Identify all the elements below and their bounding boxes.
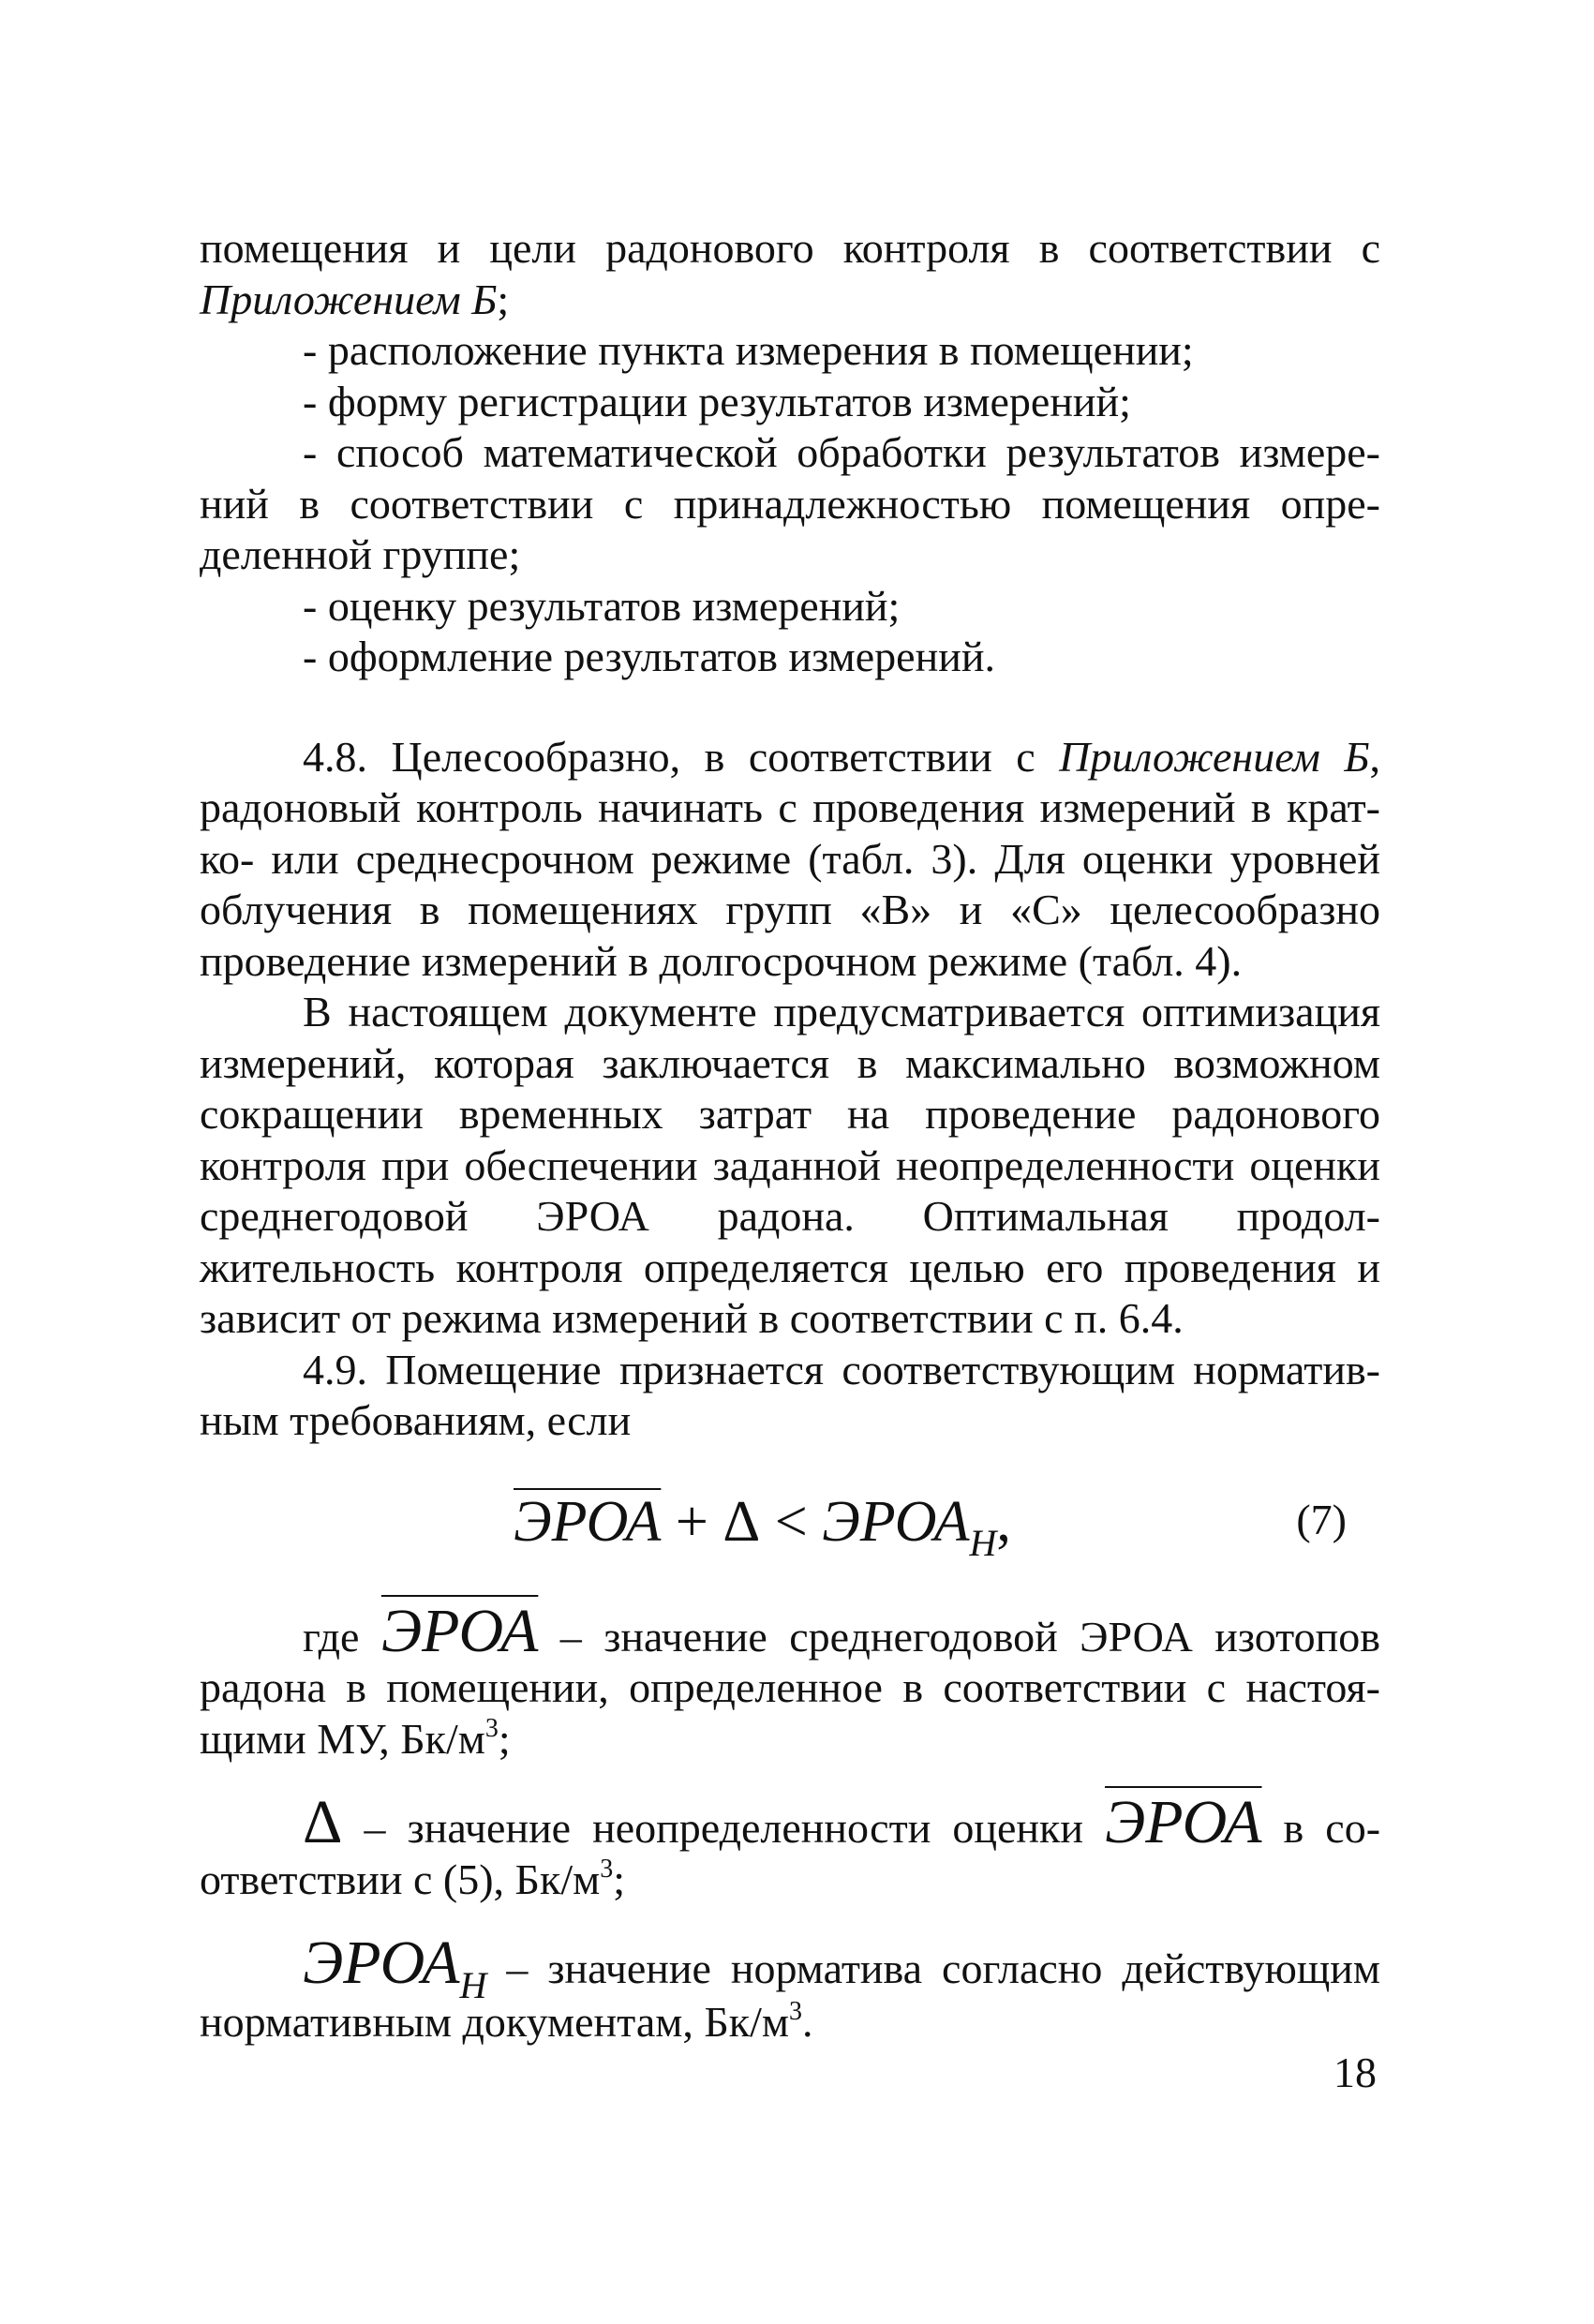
definition-norm-symbol: ЭРОА — [303, 1929, 460, 1997]
list-item: - расположение пункта измерения в помещении; — [303, 326, 1194, 374]
definition-eroa-end: ; — [498, 1714, 511, 1763]
formula-norm-subscript: Н — [969, 1521, 997, 1564]
definition-norm-superscript: 3 — [789, 1996, 802, 2026]
appendix-reference: Приложением Б — [1059, 732, 1370, 781]
definition-eroa — [200, 1596, 1381, 1772]
list-item: - оформление результатов измерений. — [303, 633, 995, 680]
intro-text: помещения и цели радонового контроля в соответствии с — [200, 224, 1380, 272]
paragraph-gap — [200, 683, 1380, 732]
definition-delta-text-2: в со-ответствии с (5), Бк/м — [200, 1804, 1381, 1903]
definition-delta-text: – значение неопределенности оценки — [364, 1804, 1083, 1852]
formula-delta: Δ — [723, 1489, 761, 1554]
definition-delta-superscript: 3 — [600, 1854, 614, 1884]
formula-plus: + — [675, 1489, 708, 1554]
document-page — [200, 223, 1380, 2054]
appendix-reference: Приложением Б — [200, 275, 498, 323]
intro-end: ; — [497, 275, 510, 323]
formula-less-than: < — [774, 1489, 808, 1554]
list-item: - форму регистрации результатов измерений; — [303, 377, 1131, 425]
list-item: - оценку результатов измерений; — [303, 581, 901, 630]
section-4-8-paragraph — [200, 732, 1380, 988]
definition-eroa-text: – значение среднегодовой ЭРОА изотопов радона в помещении, определенное в соответствии с настоя-щими МУ, Бк/м — [200, 1612, 1381, 1763]
section-4-8-lead: 4.8. Целесообразно, в соответствии с — [303, 732, 1035, 781]
definition-eroa-superscript: 3 — [484, 1713, 499, 1743]
formula-eroa-norm: ЭРОА — [822, 1489, 970, 1554]
definition-delta-end: ; — [613, 1855, 625, 1903]
formula-expression — [514, 1486, 1011, 1564]
definition-delta-symbol: Δ — [303, 1788, 343, 1856]
definition-norm-end: . — [802, 1997, 813, 2046]
formula-7 — [200, 1473, 1380, 1574]
definition-delta-eroa-symbol: ЭРОА — [1105, 1788, 1262, 1856]
intro-paragraph — [200, 223, 1380, 325]
formula-comma: , — [996, 1489, 1011, 1554]
definition-delta — [200, 1788, 1381, 1912]
optimization-paragraph: В настоящем документе предусматривается оптимизация измерений, которая заключается в максимально возможном сокращении временных затрат на проведение радонового контроля при обеспечении заданной неопределенности оценки среднегодовой ЭРОА радона. Оптимальная продол-жительность контроля определяется целью его проведения и зависит от режима измерений в соответствии с п. 6.4. — [200, 988, 1380, 1342]
definition-eroa-symbol: ЭРОА — [380, 1596, 539, 1665]
list-item: - способ математической обработки результатов измере-ний в соответствии с принадлежностью помещения опре-деленной группе; — [200, 428, 1380, 578]
definition-where: где — [303, 1612, 360, 1661]
section-4-9-paragraph: 4.9. Помещение признается соответствующим норматив-ным требованиям, если — [200, 1345, 1380, 1444]
definition-norm — [200, 1929, 1381, 2054]
formula-number: (7) — [1296, 1495, 1347, 1543]
definition-norm-text: – значение норматива согласно действующим нормативным документам, Бк/м — [200, 1944, 1381, 2046]
definition-norm-subscript: Н — [459, 1964, 487, 2006]
page-number: 18 — [1333, 2048, 1377, 2096]
formula-eroa-mean: ЭРОА — [514, 1489, 662, 1554]
section-4-8-body: , радоновый контроль начинать с проведения измерений в крат-ко- или среднесрочном режиме (табл. 3). Для оценки уровней облучения в помещениях групп «В» и «С» целесообразно проведение измерений в долгосрочном режиме (табл. 4). — [200, 732, 1380, 985]
